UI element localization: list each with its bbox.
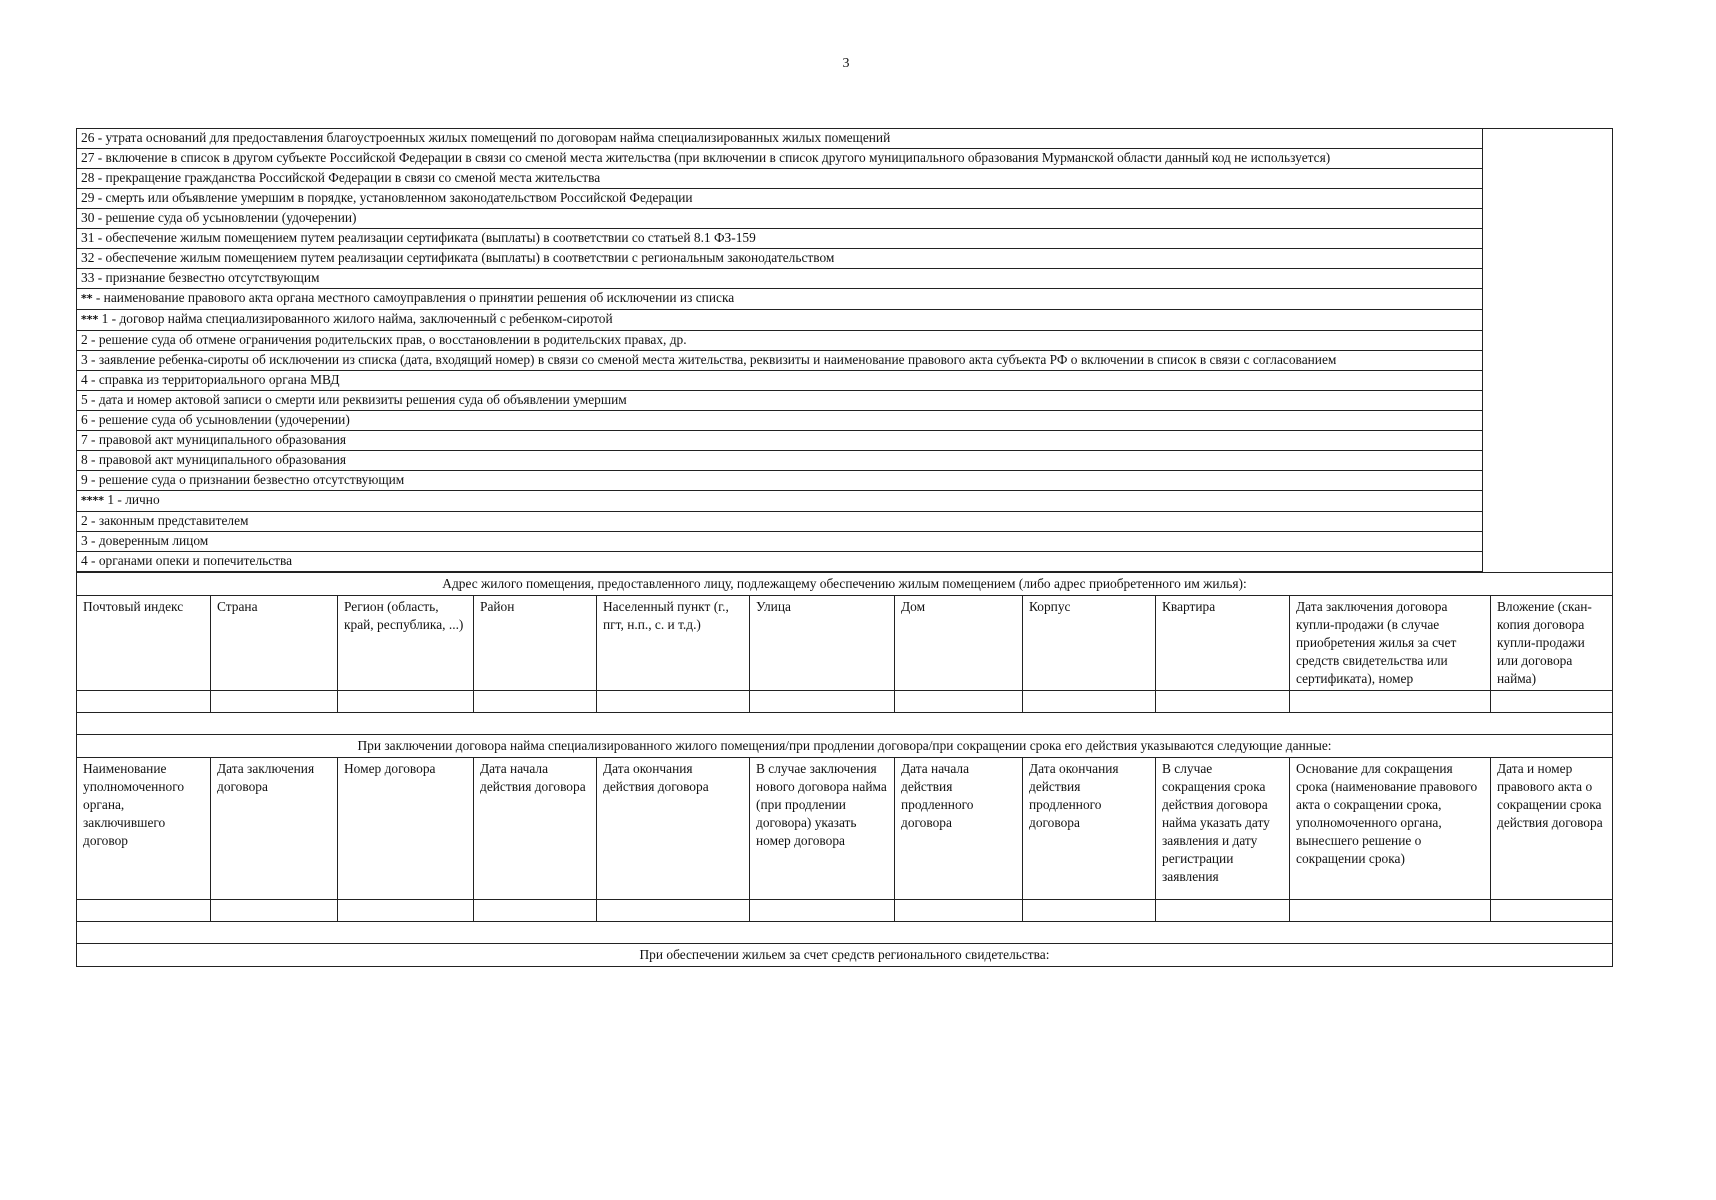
address-empty-cell — [750, 691, 895, 713]
code-text — [77, 229, 1483, 249]
contract-empty-cell — [1290, 900, 1491, 922]
code-side-cell — [1483, 411, 1613, 431]
code-label: 26 - утрата оснований для предоставления благоустроенных жилых помещений по договорам найма специализированных жилых помещений — [81, 130, 891, 145]
form-sheet — [76, 128, 1612, 967]
contract-header-cell: Наименование уполномоченного органа, заключившего договор — [77, 758, 211, 900]
address-spacer-row — [77, 713, 1613, 735]
address-section-title: Адрес жилого помещения, предоставленного лицу, подлежащему обеспечению жилым помещением (либо адрес приобретенного им жилья): — [77, 573, 1613, 596]
code-side-cell — [1483, 189, 1613, 209]
contract-empty-cell — [597, 900, 750, 922]
code-side-cell — [1483, 169, 1613, 189]
contract-empty-cell — [338, 900, 474, 922]
contract-empty-cell — [77, 900, 211, 922]
code-text — [77, 552, 1483, 572]
code-side-cell — [1483, 552, 1613, 572]
code-side-cell — [1483, 491, 1613, 512]
code-label: 9 - решение суда о признании безвестно отсутствующим — [81, 472, 405, 487]
code-row — [77, 532, 1613, 552]
address-header-cell: Почтовый индекс — [77, 596, 211, 691]
code-text — [77, 471, 1483, 491]
code-label: 1 - лично — [104, 492, 160, 507]
address-empty-cell — [1290, 691, 1491, 713]
code-side-cell — [1483, 331, 1613, 351]
code-label: 28 - прекращение гражданства Российской Федерации в связи со сменой места жительства — [81, 170, 601, 185]
address-empty-cell — [77, 691, 211, 713]
contract-header-cell: Дата окончания действия продленного договора — [1023, 758, 1156, 900]
code-text — [77, 249, 1483, 269]
contract-header-cell: Дата окончания действия договора — [597, 758, 750, 900]
code-label: 1 - договор найма специализированного жилого найма, заключенный с ребенком-сиротой — [98, 311, 613, 326]
code-row — [77, 351, 1613, 371]
code-side-cell — [1483, 371, 1613, 391]
code-side-cell — [1483, 431, 1613, 451]
contract-header-cell: В случае заключения нового договора найма (при продлении договора) указать номер договора — [750, 758, 895, 900]
code-text — [77, 371, 1483, 391]
contract-empty-cell — [474, 900, 597, 922]
code-side-cell — [1483, 289, 1613, 310]
address-table — [76, 572, 1613, 967]
code-row — [77, 229, 1613, 249]
address-header-cell: Дом — [895, 596, 1023, 691]
code-side-cell — [1483, 269, 1613, 289]
code-label: 5 - дата и номер актовой записи о смерти или реквизиты решения суда об объявлении умершим — [81, 392, 627, 407]
code-row — [77, 491, 1613, 512]
address-header-cell: Квартира — [1156, 596, 1290, 691]
code-row — [77, 431, 1613, 451]
contract-empty-cell — [1156, 900, 1290, 922]
contract-header-cell: В случае сокращения срока действия договора найма указать дату заявления и дату регистрации заявления — [1156, 758, 1290, 900]
code-row — [77, 512, 1613, 532]
address-header-cell: Район — [474, 596, 597, 691]
code-side-cell — [1483, 149, 1613, 169]
code-text — [77, 209, 1483, 229]
code-side-cell — [1483, 351, 1613, 371]
code-label: 8 - правовой акт муниципального образования — [81, 452, 347, 467]
address-empty-cell — [895, 691, 1023, 713]
code-text — [77, 491, 1483, 512]
address-header-cell: Регион (область, край, республика, ...) — [338, 596, 474, 691]
code-row — [77, 310, 1613, 331]
code-text — [77, 351, 1483, 371]
code-label: - наименование правового акта органа местного самоуправления о принятии решения об исключении из списка — [92, 290, 735, 305]
code-text — [77, 149, 1483, 169]
code-label: 6 - решение суда об усыновлении (удочерении) — [81, 412, 350, 427]
code-side-cell — [1483, 391, 1613, 411]
contract-empty-cell — [895, 900, 1023, 922]
code-row — [77, 331, 1613, 351]
code-row — [77, 471, 1613, 491]
code-label: 4 - органами опеки и попечительства — [81, 553, 293, 568]
address-empty-cell — [1023, 691, 1156, 713]
address-empty-cell — [211, 691, 338, 713]
code-label: 3 - заявление ребенка-сироты об исключении из списка (дата, входящий номер) в связи со сменой места жительства, реквизиты и наименование правового акта субъекта РФ о включении в список в связи с согласованием — [81, 352, 1337, 367]
address-empty-cell — [597, 691, 750, 713]
code-row — [77, 129, 1613, 149]
contract-header-cell: Дата и номер правового акта о сокращении срока действия договора — [1491, 758, 1613, 900]
code-row — [77, 289, 1613, 310]
address-header-cell: Корпус — [1023, 596, 1156, 691]
code-text — [77, 532, 1483, 552]
code-side-cell — [1483, 451, 1613, 471]
code-row — [77, 189, 1613, 209]
code-text — [77, 431, 1483, 451]
certificate-section-title: При обеспечении жильем за счет средств регионального свидетельства: — [77, 944, 1613, 967]
contract-header-cell: Основание для сокращения срока (наименование правового акта о сокращении срока, уполномоченного органа, вынесшего решение о сокращении срока) — [1290, 758, 1491, 900]
contract-section-title: При заключении договора найма специализированного жилого помещения/при продлении договора/при сокращении срока его действия указываются следующие данные: — [77, 735, 1613, 758]
code-row — [77, 411, 1613, 431]
code-row — [77, 149, 1613, 169]
code-text — [77, 269, 1483, 289]
code-label: 7 - правовой акт муниципального образования — [81, 432, 347, 447]
address-empty-cell — [1491, 691, 1613, 713]
code-row — [77, 269, 1613, 289]
address-header-cell: Вложение (скан-копия договора купли-продажи или договора найма) — [1491, 596, 1613, 691]
contract-empty-cell — [211, 900, 338, 922]
code-text — [77, 289, 1483, 310]
code-side-cell — [1483, 129, 1613, 149]
code-row — [77, 249, 1613, 269]
code-label: 3 - доверенным лицом — [81, 533, 209, 548]
codes-table — [76, 128, 1613, 572]
address-empty-cell — [474, 691, 597, 713]
address-header-cell: Дата заключения договора купли-продажи (в случае приобретения жилья за счет средств свидетельства или сертификата), номер — [1290, 596, 1491, 691]
address-header-cell: Улица — [750, 596, 895, 691]
contract-header-cell: Дата заключения договора — [211, 758, 338, 900]
code-text — [77, 451, 1483, 471]
code-side-cell — [1483, 209, 1613, 229]
code-row — [77, 209, 1613, 229]
code-row — [77, 451, 1613, 471]
address-header-cell: Населенный пункт (г., пгт, н.п., с. и т.д.) — [597, 596, 750, 691]
code-label: 32 - обеспечение жилым помещением путем реализации сертификата (выплаты) в соответствии с региональным законодательством — [81, 250, 835, 265]
contract-header-cell: Дата начала действия продленного договора — [895, 758, 1023, 900]
code-text — [77, 512, 1483, 532]
code-row — [77, 391, 1613, 411]
contract-empty-cell — [1023, 900, 1156, 922]
code-label: 4 - справка из территориального органа МВД — [81, 372, 340, 387]
footnote-marker: *** — [81, 313, 99, 326]
contract-header-cell: Дата начала действия договора — [474, 758, 597, 900]
contract-empty-cell — [1491, 900, 1613, 922]
contract-empty-cell — [750, 900, 895, 922]
code-row — [77, 169, 1613, 189]
code-label: 29 - смерть или объявление умершим в порядке, установленном законодательством Российской Федерации — [81, 190, 693, 205]
contract-spacer-row — [77, 922, 1613, 944]
code-text — [77, 310, 1483, 331]
code-row — [77, 371, 1613, 391]
address-empty-cell — [1156, 691, 1290, 713]
code-side-cell — [1483, 471, 1613, 491]
code-text — [77, 189, 1483, 209]
code-text — [77, 411, 1483, 431]
code-text — [77, 169, 1483, 189]
code-row — [77, 552, 1613, 572]
code-side-cell — [1483, 229, 1613, 249]
code-side-cell — [1483, 532, 1613, 552]
code-label: 33 - признание безвестно отсутствующим — [81, 270, 320, 285]
code-side-cell — [1483, 249, 1613, 269]
code-label: 31 - обеспечение жилым помещением путем реализации сертификата (выплаты) в соответствии со статьей 8.1 ФЗ-159 — [81, 230, 756, 245]
footnote-marker: **** — [81, 494, 105, 507]
code-text — [77, 331, 1483, 351]
code-text — [77, 129, 1483, 149]
address-header-cell: Страна — [211, 596, 338, 691]
code-side-cell — [1483, 310, 1613, 331]
code-label: 2 - решение суда об отмене ограничения родительских прав, о восстановлении в родительских правах, др. — [81, 332, 687, 347]
code-label: 30 - решение суда об усыновлении (удочерении) — [81, 210, 357, 225]
address-empty-cell — [338, 691, 474, 713]
code-label: 27 - включение в список в другом субъекте Российской Федерации в связи со сменой места жительства (при включении в список другого муниципального образования Мурманской области данный код не используется) — [81, 150, 1331, 165]
code-label: 2 - законным представителем — [81, 513, 249, 528]
code-text — [77, 391, 1483, 411]
contract-header-cell: Номер договора — [338, 758, 474, 900]
page-number: 3 — [842, 56, 850, 71]
code-side-cell — [1483, 512, 1613, 532]
footnote-marker: ** — [81, 292, 93, 305]
